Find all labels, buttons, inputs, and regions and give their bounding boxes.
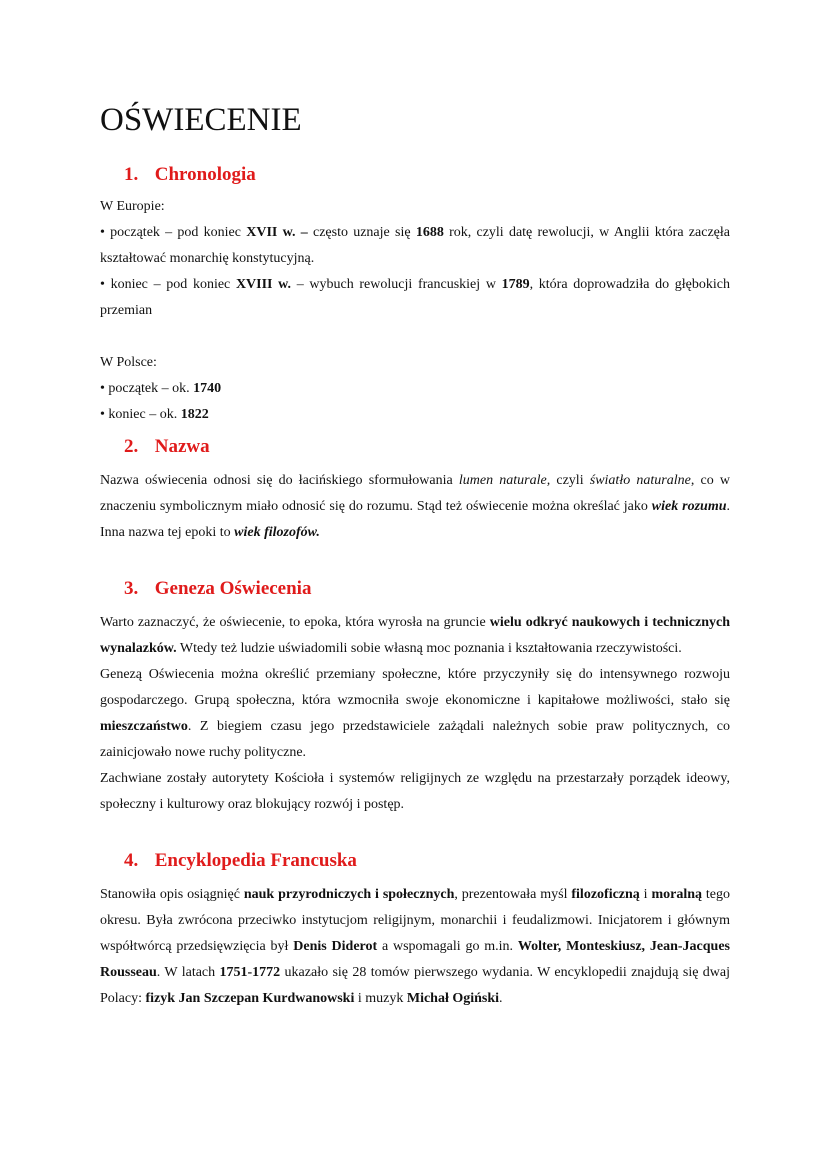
text: tego okresu. Była zwrócona przeciwko instytucjom religijnym, monarchii i feudalizmowi. Inicjatorem i głównym współtwórcą przedsięwzięcia był	[100, 887, 731, 954]
text: , co w znaczeniu symbolicznym miało odnosić się do rozumu. Stąd też oświecenie można określać jako	[100, 473, 730, 514]
geneza-paragraph-2	[100, 662, 730, 766]
text: , która doprowadziła do głębokich przemian	[100, 277, 730, 318]
text: i muzyk	[354, 991, 407, 1006]
europe-start-item	[100, 220, 730, 272]
text: Wtedy też ludzie uświadomili sobie własną moc poznania i kształtowania rzeczywistości.	[176, 641, 682, 656]
bold-text: Wolter, Monteskiusz, Jean-Jacques Rousseau	[100, 939, 730, 980]
bold-text: fizyk Jan Szczepan Kurdwanowski	[145, 991, 355, 1006]
text: , prezentowała myśl	[454, 887, 572, 902]
text: – wybuch rewolucji francuskiej w	[291, 277, 502, 292]
bold-text: nauk przyrodniczych i społecznych	[243, 887, 455, 902]
text: Genezą Oświecenia można określić przemiany społeczne, które przyczyniły się do intensywnego rozwoju gospodarczego. Grupą społeczna, która wzmocniła swoje ekonomiczne i kapitałowe możliwości, stało się	[100, 667, 730, 708]
text: Warto zaznaczyć, że oświecenie, to epoka, która wyrosła na gruncie	[100, 615, 490, 630]
text: • koniec – pod koniec	[100, 277, 236, 292]
bold-italic-term: wiek rozumu	[651, 499, 727, 514]
bold-century: XVIII w.	[235, 277, 292, 292]
text: .	[499, 991, 503, 1006]
section-title: Encyklopedia Francuska	[154, 850, 357, 871]
italic-latin: lumen naturale,	[458, 473, 551, 488]
section-heading-chronologia	[100, 162, 730, 188]
section-title: Chronologia	[154, 164, 256, 185]
text: i	[639, 887, 652, 902]
text: rok, czyli datę rewolucji, w Anglii która zaczęła kształtować monarchię konstytucyjną.	[100, 225, 730, 266]
text: • początek – ok.	[100, 381, 194, 396]
section-title: Nazwa	[154, 436, 210, 457]
encyklopedia-paragraph	[100, 882, 730, 1012]
bold-italic-term: wiek filozofów.	[234, 525, 320, 540]
bold-text: Denis Diderot	[293, 939, 378, 954]
bold-text: wielu odkryć naukowych i technicznych wynalazków.	[100, 615, 731, 656]
bold-year: 1740	[193, 381, 222, 396]
geneza-paragraph-3: Zachwiane zostały autorytety Kościoła i systemów religijnych ze względu na przestarzały porządek ideowy, społeczny i kulturowy oraz blokujący rozwój i postęp.	[100, 771, 730, 812]
page-title: OŚWIECENIE	[100, 102, 302, 138]
section-number: 2.	[124, 436, 139, 457]
bold-text: Michał Ogiński	[406, 991, 500, 1006]
text: Stanowiła opis osiągnięć	[100, 887, 244, 902]
text: . W latach	[156, 965, 220, 980]
europe-label: W Europie:	[100, 199, 165, 214]
section-number: 1.	[124, 164, 139, 185]
bold-year: 1688	[415, 225, 444, 240]
poland-start-item	[100, 376, 730, 402]
text: a wspomagali go m.in.	[377, 939, 518, 954]
text: • początek – pod koniec	[100, 225, 247, 240]
bold-year: 1789	[501, 277, 530, 292]
section-number: 3.	[124, 578, 139, 599]
section-heading-geneza	[100, 576, 730, 602]
text: . Inna nazwa tej epoki to	[100, 499, 730, 540]
text: często uznaje się	[307, 225, 416, 240]
italic-translation: światło naturalne	[589, 473, 691, 488]
bold-text: moralną	[651, 887, 703, 902]
section-heading-encyklopedia	[100, 848, 730, 874]
bold-century: XVII w. –	[246, 225, 308, 240]
section-heading-nazwa	[100, 434, 730, 460]
bold-text: 1751-1772	[219, 965, 281, 980]
bold-text: mieszczaństwo	[100, 719, 188, 734]
text: Nazwa oświecenia odnosi się do łacińskiego sformułowania	[100, 473, 459, 488]
document-page	[100, 98, 730, 1012]
section-title: Geneza Oświecenia	[154, 578, 312, 599]
geneza-paragraph-1	[100, 610, 730, 662]
text: czyli	[550, 473, 590, 488]
text: . Z biegiem czasu jego przedstawiciele zażądali należnych sobie praw politycznych, co zainicjowało nowe ruchy polityczne.	[100, 719, 730, 760]
europe-end-item	[100, 272, 730, 324]
bold-text: filozoficzną	[571, 887, 640, 902]
text: ukazało się 28 tomów pierwszego wydania. W encyklopedii znajdują się dwaj Polacy:	[100, 965, 730, 1006]
bold-year: 1822	[180, 407, 209, 422]
text: • koniec – ok.	[100, 407, 181, 422]
nazwa-paragraph	[100, 468, 730, 546]
poland-end-item	[100, 402, 730, 428]
section-number: 4.	[124, 850, 139, 871]
poland-label: W Polsce:	[100, 355, 157, 370]
